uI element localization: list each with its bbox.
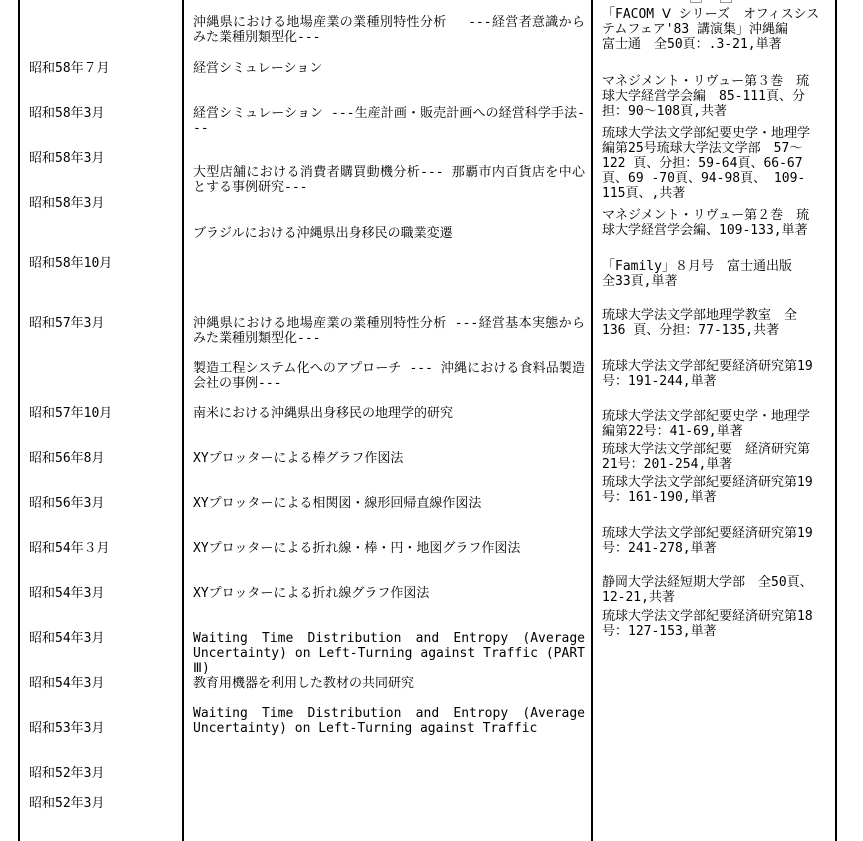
research-title: 大型店舗における消費者購買動機分析--- 那覇市内百貨店を中心とする事例研究---: [193, 165, 585, 195]
research-title: 沖縄県における地場産業の業種別特性分析 ---経営者意識からみた業種別類型化---: [193, 15, 585, 45]
window-edge-decoration: [600, 0, 840, 4]
publication-date: 昭和57年3月: [29, 316, 105, 331]
publication-date: 昭和58年3月: [29, 106, 105, 121]
publication-info: 琉球大学法文学部紀要史学・地理学編第25号琉球大学法文学部 57～122 頁、分担：59-64頁、66-67頁、69 -70頁、94-98頁、 109-115頁、,共著: [602, 126, 811, 201]
publication-date: 昭和54年3月: [29, 586, 105, 601]
publication-date: 昭和54年3月: [29, 676, 105, 691]
publication-date: 昭和58年3月: [29, 196, 105, 211]
publication-date: 昭和58年3月: [29, 151, 105, 166]
research-title: XYプロッターによる折れ線・棒・円・地図グラフ作図法: [193, 541, 521, 556]
research-title: 南米における沖縄県出身移民の地理学的研究: [193, 406, 454, 421]
publication-info: 琉球大学法文学部紀要経済研究第19号：161-190,単著: [602, 475, 813, 505]
publication-date: 昭和52年3月: [29, 796, 105, 811]
publication-info: 琉球大学法文学部地理学教室 全136 頁、分担：77-135,共著: [602, 308, 798, 338]
publication-date: 昭和58年10月: [29, 256, 113, 271]
publication-info: マネジメント・リヴュー第２巻 琉球大学経営学会編、109-133,単著: [602, 208, 810, 238]
publication-date: 昭和52年3月: [29, 766, 105, 781]
publication-date: 昭和58年７月: [29, 61, 110, 76]
publication-date: 昭和54年3月: [29, 631, 105, 646]
research-title: 経営シミュレーション ---生産計画・販売計画への経営科学手法---: [193, 106, 585, 136]
publication-date: 昭和53年3月: [29, 721, 105, 736]
research-title: XYプロッターによる相関図・線形回帰直線作図法: [193, 496, 482, 511]
research-title: 経営シミュレーション: [193, 61, 323, 76]
publication-info: 琉球大学法文学部紀要経済研究第18号：127-153,単著: [602, 609, 813, 639]
table-border-right: [835, 0, 837, 841]
publication-info: 静岡大学法経短期大学部 全50頁、12-21,共著: [602, 575, 813, 605]
publication-info: マネジメント・リヴュー第３巻 琉球大学経営学会編 85-111頁、分担：90～108頁,共著: [602, 74, 810, 119]
publication-date: 昭和56年8月: [29, 451, 105, 466]
research-title: XYプロッターによる折れ線グラフ作図法: [193, 586, 430, 601]
publication-info: 琉球大学法文学部紀要経済研究第19号：241-278,単著: [602, 526, 813, 556]
publication-info: 琉球大学法文学部紀要史学・地理学編第22号：41-69,単著: [602, 409, 811, 439]
publication-info: 「Family」８月号 富士通出版 全33頁,単著: [602, 259, 813, 289]
publication-date: 昭和56年3月: [29, 496, 105, 511]
research-title: Waiting Time Distribution and Entropy (Average Uncertainty) on Left-Turning against Traffic (PART Ⅲ): [193, 631, 585, 676]
publication-date: 昭和54年３月: [29, 541, 110, 556]
publication-date: 昭和57年10月: [29, 406, 113, 421]
research-title: XYプロッターによる棒グラフ作図法: [193, 451, 404, 466]
research-title: 教育用機器を利用した教材の共同研究: [193, 676, 415, 691]
research-title: Waiting Time Distribution and Entropy (Average Uncertainty) on Left-Turning against Traffic: [193, 706, 585, 736]
research-title: 製造工程システム化へのアプローチ --- 沖縄における食料品製造会社の事例---: [193, 361, 585, 391]
column-divider-1: [182, 0, 184, 841]
publication-info: 琉球大学法文学部紀要 経済研究第21号：201-254,単著: [602, 442, 811, 472]
research-title: ブラジルにおける沖縄県出身移民の職業変遷: [193, 226, 453, 241]
table-border-left: [18, 0, 20, 841]
column-divider-2: [591, 0, 593, 841]
publication-info: 「FACOM Ⅴ シリーズ オフィスシステムフェア'83 講演集」沖縄編 富士通 全50頁：.3-21,単著: [602, 7, 820, 52]
publication-info: 琉球大学法文学部紀要経済研究第19号：191-244,単著: [602, 359, 813, 389]
research-title: 沖縄県における地場産業の業種別特性分析 ---経営基本実態からみた業種別類型化---: [193, 316, 585, 346]
